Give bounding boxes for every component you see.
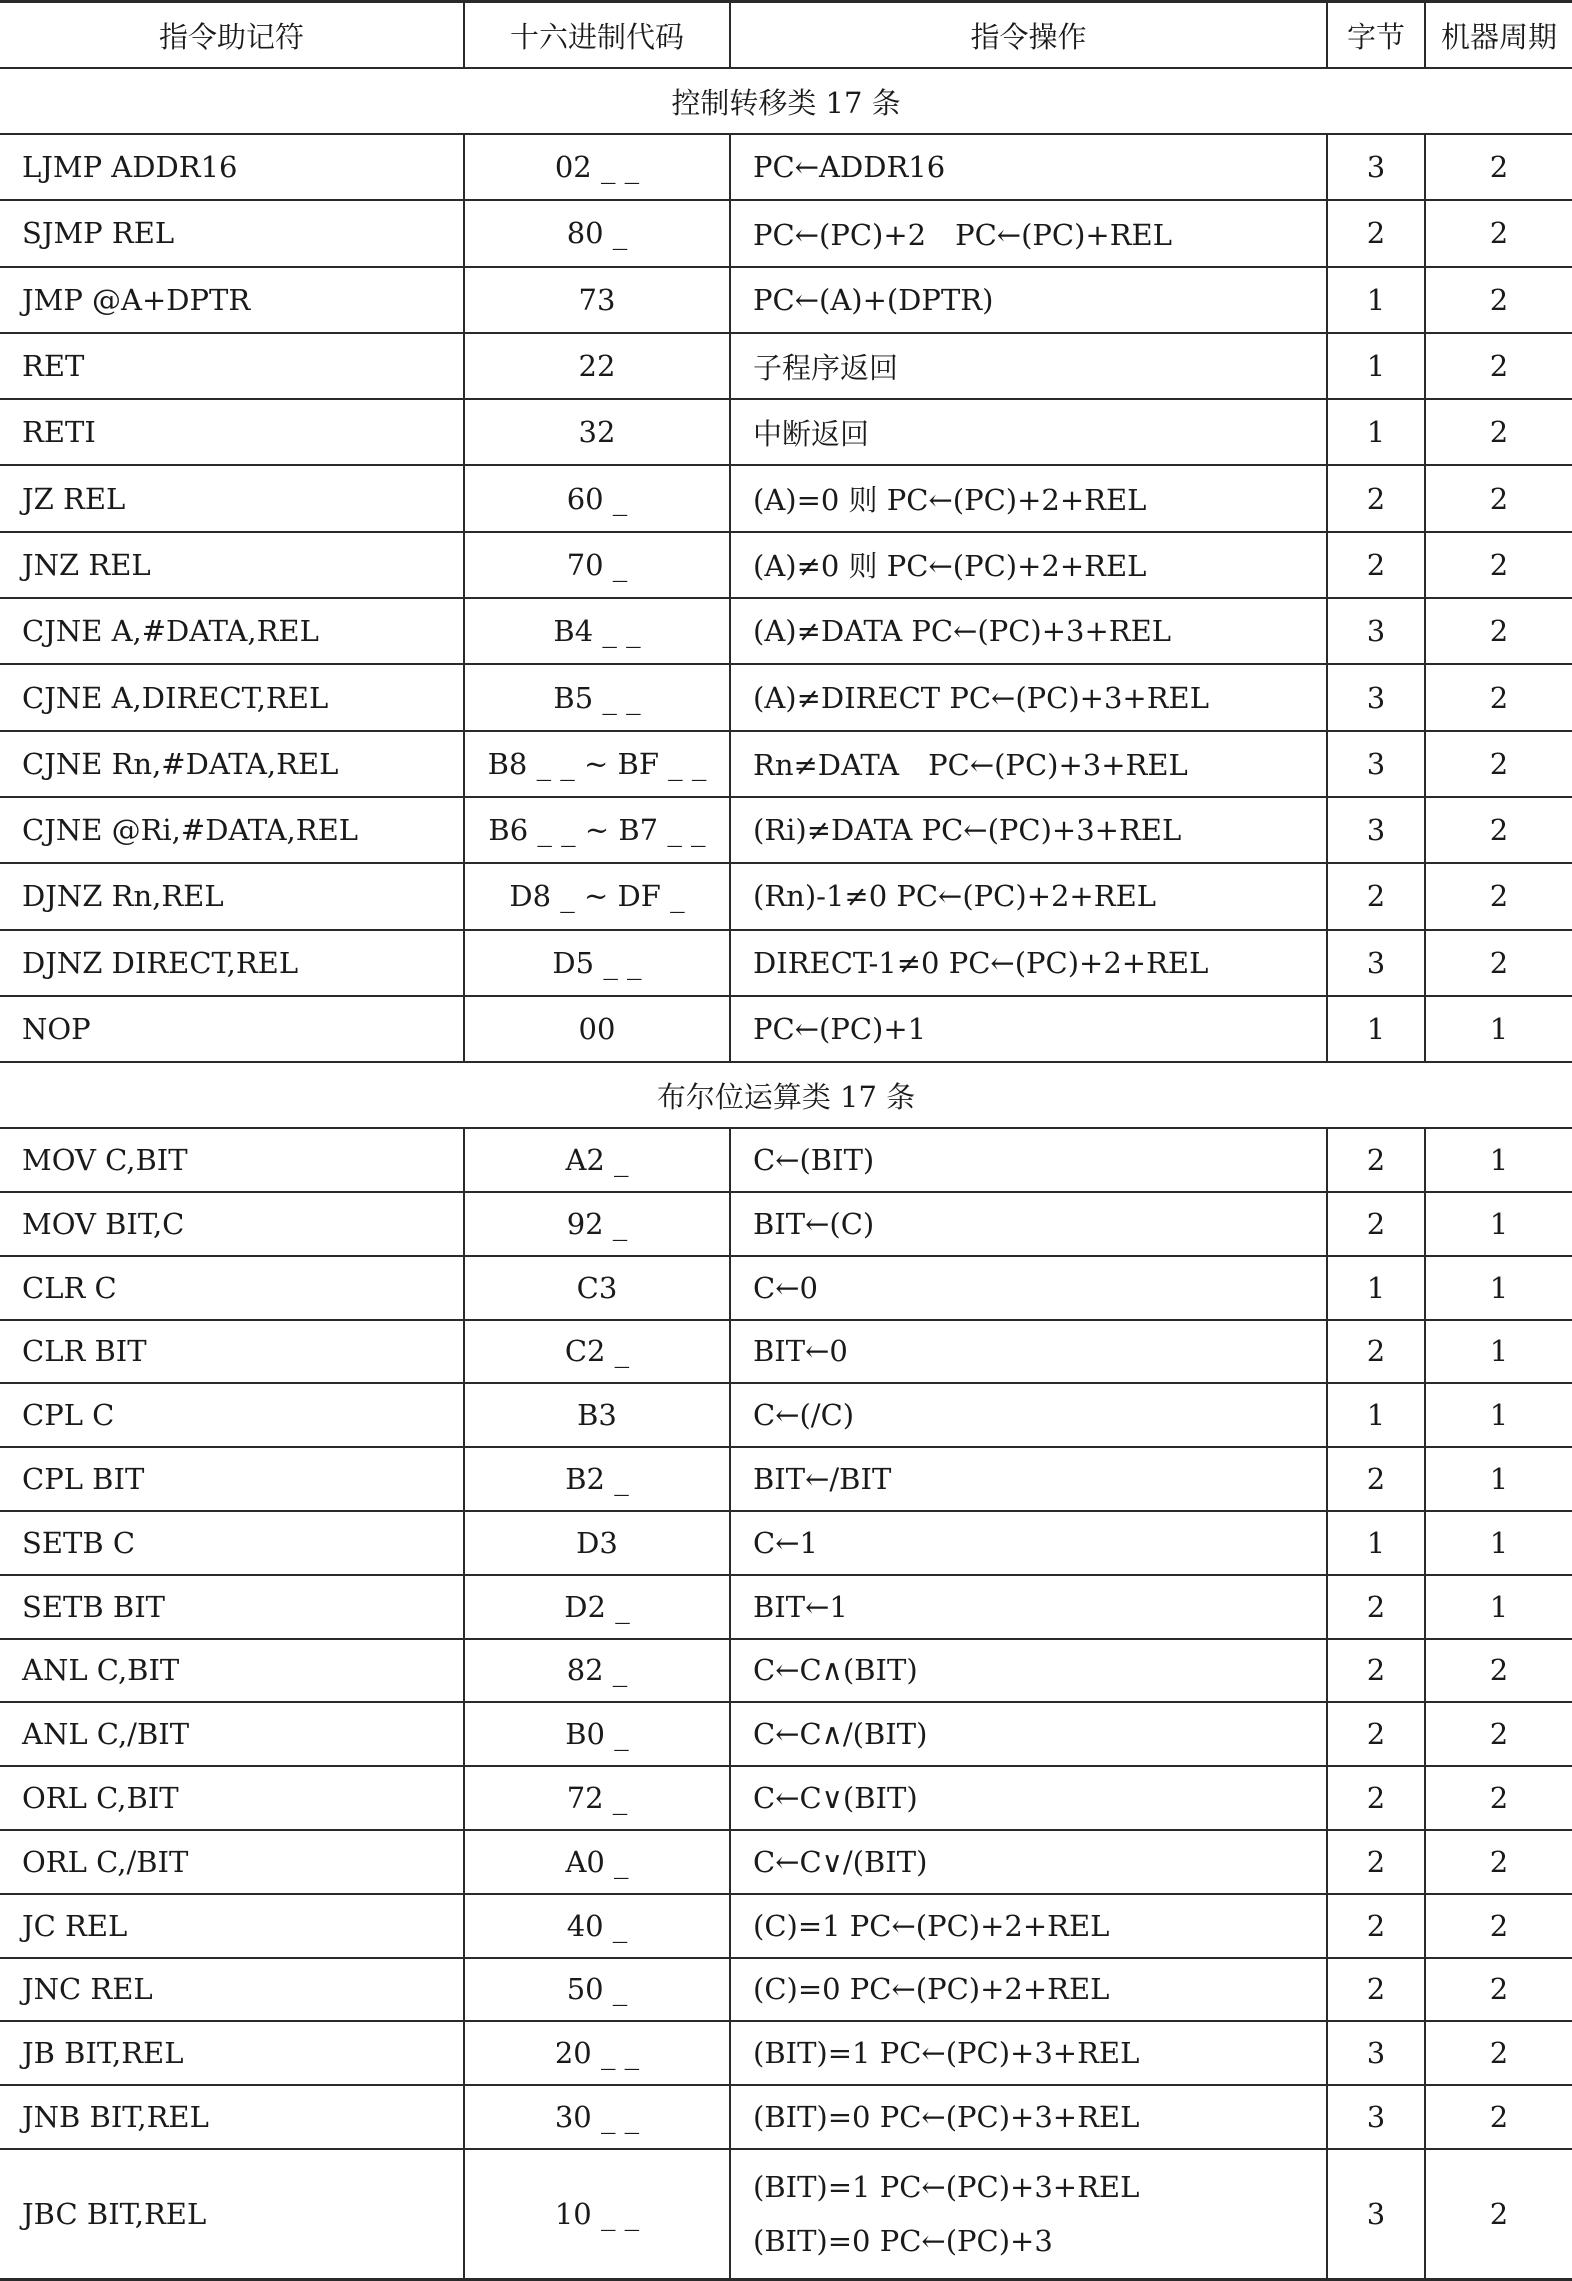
hex-code-cell: 92 _ <box>464 1192 730 1256</box>
section-row <box>0 68 1572 134</box>
machine-cycles-cell: 2 <box>1425 267 1572 333</box>
operation-cell <box>730 333 1327 399</box>
table-row <box>0 1958 1572 2022</box>
header-operation: 指令操作 <box>730 2 1327 69</box>
operation-text: 子程序返回 <box>753 350 899 385</box>
machine-cycles-cell: 2 <box>1425 134 1572 200</box>
machine-cycles-cell: 1 <box>1425 1192 1572 1256</box>
operation-text: (BIT)=0 PC←(PC)+3 <box>753 2223 1053 2258</box>
machine-cycles-cell: 2 <box>1425 399 1572 465</box>
table-row <box>0 200 1572 266</box>
machine-cycles-cell: 2 <box>1425 1958 1572 2022</box>
hex-code-cell: 10 _ _ <box>464 2149 730 2280</box>
table-row <box>0 1766 1572 1830</box>
hex-code-cell: A2 _ <box>464 1128 730 1192</box>
operation-cell <box>730 664 1327 730</box>
operation-text: PC←(A)+(DPTR) <box>753 282 994 317</box>
bytes-cell: 1 <box>1327 333 1425 399</box>
mnemonic-cell: ANL C,BIT <box>0 1639 464 1703</box>
table-row <box>0 1702 1572 1766</box>
table-row <box>0 1128 1572 1192</box>
bytes-cell: 2 <box>1327 1128 1425 1192</box>
machine-cycles-cell: 2 <box>1425 1894 1572 1958</box>
hex-code-cell: A0 _ <box>464 1830 730 1894</box>
mnemonic-cell: JZ REL <box>0 465 464 531</box>
hex-code-cell: 22 <box>464 333 730 399</box>
bytes-cell: 1 <box>1327 1511 1425 1575</box>
table-row <box>0 930 1572 996</box>
mnemonic-cell: DJNZ DIRECT,REL <box>0 930 464 996</box>
mnemonic-cell: ORL C,/BIT <box>0 1830 464 1894</box>
mnemonic-cell: JNB BIT,REL <box>0 2085 464 2149</box>
operation-cell <box>730 1320 1327 1384</box>
mnemonic-cell: SETB C <box>0 1511 464 1575</box>
operation-text: (A)≠DATA PC←(PC)+3+REL <box>753 614 1172 649</box>
table-row <box>0 1575 1572 1639</box>
section-title: 控制转移类 17 条 <box>0 68 1572 134</box>
operation-cell <box>730 200 1327 266</box>
operation-cell <box>730 598 1327 664</box>
machine-cycles-cell: 1 <box>1425 1256 1572 1320</box>
operation-cell <box>730 1383 1327 1447</box>
hex-code-cell: 40 _ <box>464 1894 730 1958</box>
operation-text: (Rn)-1≠0 PC←(PC)+2+REL <box>753 879 1156 914</box>
machine-cycles-cell: 2 <box>1425 930 1572 996</box>
operation-text: (BIT)=1 PC←(PC)+3+REL <box>753 2036 1140 2071</box>
operation-text: C←(/C) <box>753 1398 855 1433</box>
operation-cell <box>730 731 1327 797</box>
table-body <box>0 68 1572 2279</box>
hex-code-cell: D5 _ _ <box>464 930 730 996</box>
machine-cycles-cell: 2 <box>1425 1766 1572 1830</box>
table-row <box>0 399 1572 465</box>
operation-cell <box>730 1128 1327 1192</box>
table-row <box>0 996 1572 1062</box>
mnemonic-cell: JNZ REL <box>0 532 464 598</box>
hex-code-cell: 80 _ <box>464 200 730 266</box>
mnemonic-cell: CJNE A,DIRECT,REL <box>0 664 464 730</box>
operation-text: (C)=0 PC←(PC)+2+REL <box>753 1972 1110 2007</box>
hex-code-cell: 70 _ <box>464 532 730 598</box>
mnemonic-cell: CJNE Rn,#DATA,REL <box>0 731 464 797</box>
mnemonic-cell: JB BIT,REL <box>0 2021 464 2085</box>
bytes-cell: 1 <box>1327 1383 1425 1447</box>
operation-text: (A)=0 则 PC←(PC)+2+REL <box>753 483 1147 518</box>
header-machine-cycles: 机器周期 <box>1425 2 1572 69</box>
mnemonic-cell: CPL BIT <box>0 1447 464 1511</box>
operation-cell <box>730 1830 1327 1894</box>
hex-code-cell: B5 _ _ <box>464 664 730 730</box>
bytes-cell: 2 <box>1327 1575 1425 1639</box>
table-row <box>0 1256 1572 1320</box>
operation-text: C←C∧(BIT) <box>753 1653 918 1688</box>
bytes-cell: 1 <box>1327 1256 1425 1320</box>
hex-code-cell: 02 _ _ <box>464 134 730 200</box>
operation-cell <box>730 2085 1327 2149</box>
machine-cycles-cell: 2 <box>1425 1830 1572 1894</box>
operation-text: PC←(PC)+1 <box>753 1012 927 1046</box>
hex-code-cell: 32 <box>464 399 730 465</box>
bytes-cell: 2 <box>1327 200 1425 266</box>
table-row <box>0 532 1572 598</box>
mnemonic-cell: CPL C <box>0 1383 464 1447</box>
section-title: 布尔位运算类 17 条 <box>0 1062 1572 1128</box>
machine-cycles-cell: 2 <box>1425 200 1572 266</box>
hex-code-cell: 82 _ <box>464 1639 730 1703</box>
header-mnemonic: 指令助记符 <box>0 2 464 69</box>
operation-text: (A)≠DIRECT PC←(PC)+3+REL <box>753 680 1209 715</box>
table-row <box>0 731 1572 797</box>
hex-code-cell: B8 _ _ ~ BF _ _ <box>464 731 730 797</box>
section-row <box>0 1062 1572 1128</box>
hex-code-cell: C2 _ <box>464 1320 730 1384</box>
mnemonic-cell: RETI <box>0 399 464 465</box>
machine-cycles-cell: 2 <box>1425 532 1572 598</box>
table-row <box>0 1320 1572 1384</box>
mnemonic-cell: SETB BIT <box>0 1575 464 1639</box>
operation-cell <box>730 1575 1327 1639</box>
table-row <box>0 1511 1572 1575</box>
table-row <box>0 797 1572 863</box>
header-hex-code: 十六进制代码 <box>464 2 730 69</box>
bytes-cell: 2 <box>1327 1702 1425 1766</box>
hex-code-cell: 00 <box>464 996 730 1062</box>
operation-text: C←C∨(BIT) <box>753 1781 918 1816</box>
mnemonic-cell: CLR BIT <box>0 1320 464 1384</box>
bytes-cell: 2 <box>1327 1320 1425 1384</box>
operation-text: C←1 <box>753 1525 818 1560</box>
operation-cell <box>730 465 1327 531</box>
bytes-cell: 2 <box>1327 1766 1425 1830</box>
operation-text: C←C∨/(BIT) <box>753 1844 928 1879</box>
mnemonic-cell: MOV C,BIT <box>0 1128 464 1192</box>
operation-cell <box>730 1511 1327 1575</box>
operation-cell <box>730 1639 1327 1703</box>
bytes-cell: 1 <box>1327 996 1425 1062</box>
machine-cycles-cell: 2 <box>1425 2021 1572 2085</box>
table-row <box>0 333 1572 399</box>
mnemonic-cell: ORL C,BIT <box>0 1766 464 1830</box>
mnemonic-cell: RET <box>0 333 464 399</box>
mnemonic-cell: CLR C <box>0 1256 464 1320</box>
mnemonic-cell: JBC BIT,REL <box>0 2149 464 2280</box>
operation-text: PC←(PC)+2 PC←(PC)+REL <box>753 217 1172 252</box>
table-row <box>0 2149 1572 2280</box>
operation-cell <box>730 2021 1327 2085</box>
machine-cycles-cell: 2 <box>1425 2149 1572 2280</box>
machine-cycles-cell: 2 <box>1425 664 1572 730</box>
operation-text: BIT←0 <box>753 1334 848 1369</box>
operation-text: (C)=1 PC←(PC)+2+REL <box>753 1908 1110 1943</box>
operation-text: C←0 <box>753 1270 818 1305</box>
operation-text: (BIT)=1 PC←(PC)+3+REL <box>753 2169 1140 2204</box>
hex-code-cell: 30 _ _ <box>464 2085 730 2149</box>
bytes-cell: 3 <box>1327 598 1425 664</box>
machine-cycles-cell: 2 <box>1425 1639 1572 1703</box>
bytes-cell: 2 <box>1327 1192 1425 1256</box>
operation-text: (A)≠0 则 PC←(PC)+2+REL <box>753 549 1147 584</box>
hex-code-cell: B0 _ <box>464 1702 730 1766</box>
mnemonic-cell: MOV BIT,C <box>0 1192 464 1256</box>
hex-code-cell: B2 _ <box>464 1447 730 1511</box>
table-row <box>0 1894 1572 1958</box>
table-row <box>0 1830 1572 1894</box>
table-row <box>0 1639 1572 1703</box>
operation-text: BIT←1 <box>753 1589 848 1624</box>
hex-code-cell: D8 _ ~ DF _ <box>464 863 730 929</box>
bytes-cell: 3 <box>1327 797 1425 863</box>
table-row <box>0 2021 1572 2085</box>
hex-code-cell: C3 <box>464 1256 730 1320</box>
operation-text: 中断返回 <box>753 416 870 451</box>
operation-text: (Ri)≠DATA PC←(PC)+3+REL <box>753 813 1182 848</box>
table-row <box>0 2085 1572 2149</box>
operation-cell <box>730 797 1327 863</box>
bytes-cell: 1 <box>1327 399 1425 465</box>
bytes-cell: 2 <box>1327 1958 1425 2022</box>
mnemonic-cell: CJNE @Ri,#DATA,REL <box>0 797 464 863</box>
header-bytes: 字节 <box>1327 2 1425 69</box>
bytes-cell: 3 <box>1327 2149 1425 2280</box>
table-row <box>0 1192 1572 1256</box>
table-row <box>0 134 1572 200</box>
machine-cycles-cell: 1 <box>1425 1383 1572 1447</box>
bytes-cell: 2 <box>1327 465 1425 531</box>
mnemonic-cell: JMP @A+DPTR <box>0 267 464 333</box>
bytes-cell: 3 <box>1327 2085 1425 2149</box>
bytes-cell: 3 <box>1327 134 1425 200</box>
table-row <box>0 1383 1572 1447</box>
operation-cell <box>730 1702 1327 1766</box>
operation-text: DIRECT-1≠0 PC←(PC)+2+REL <box>753 945 1209 980</box>
operation-cell <box>730 1447 1327 1511</box>
operation-cell <box>730 399 1327 465</box>
mnemonic-cell: ANL C,/BIT <box>0 1702 464 1766</box>
operation-text: (BIT)=0 PC←(PC)+3+REL <box>753 2100 1140 2134</box>
operation-cell <box>730 134 1327 200</box>
operation-cell <box>730 532 1327 598</box>
operation-cell <box>730 267 1327 333</box>
operation-text: Rn≠DATA PC←(PC)+3+REL <box>753 748 1188 783</box>
hex-code-cell: B4 _ _ <box>464 598 730 664</box>
operation-text: C←(BIT) <box>753 1143 875 1178</box>
machine-cycles-cell: 2 <box>1425 2085 1572 2149</box>
operation-cell <box>730 1766 1327 1830</box>
machine-cycles-cell: 2 <box>1425 465 1572 531</box>
operation-cell <box>730 1894 1327 1958</box>
mnemonic-cell: LJMP ADDR16 <box>0 134 464 200</box>
mnemonic-cell: CJNE A,#DATA,REL <box>0 598 464 664</box>
machine-cycles-cell: 2 <box>1425 797 1572 863</box>
machine-cycles-cell: 1 <box>1425 1511 1572 1575</box>
machine-cycles-cell: 1 <box>1425 1320 1572 1384</box>
bytes-cell: 2 <box>1327 532 1425 598</box>
operation-text: BIT←(C) <box>753 1206 875 1241</box>
mnemonic-cell: JNC REL <box>0 1958 464 2022</box>
bytes-cell: 2 <box>1327 1639 1425 1703</box>
operation-cell <box>730 1192 1327 1256</box>
operation-cell <box>730 1256 1327 1320</box>
operation-text: BIT←/BIT <box>753 1462 892 1497</box>
mnemonic-cell: SJMP REL <box>0 200 464 266</box>
operation-text: PC←ADDR16 <box>753 150 946 185</box>
bytes-cell: 2 <box>1327 1830 1425 1894</box>
operation-cell <box>730 930 1327 996</box>
machine-cycles-cell: 1 <box>1425 1128 1572 1192</box>
hex-code-cell: 50 _ <box>464 1958 730 2022</box>
hex-code-cell: D3 <box>464 1511 730 1575</box>
operation-cell <box>730 2149 1327 2280</box>
hex-code-cell: B6 _ _ ~ B7 _ _ <box>464 797 730 863</box>
table-row <box>0 465 1572 531</box>
mnemonic-cell: JC REL <box>0 1894 464 1958</box>
operation-text: C←C∧/(BIT) <box>753 1717 928 1752</box>
hex-code-cell: 20 _ _ <box>464 2021 730 2085</box>
bytes-cell: 3 <box>1327 2021 1425 2085</box>
mnemonic-cell: NOP <box>0 996 464 1062</box>
bytes-cell: 1 <box>1327 267 1425 333</box>
machine-cycles-cell: 2 <box>1425 598 1572 664</box>
hex-code-cell: D2 _ <box>464 1575 730 1639</box>
table-row <box>0 267 1572 333</box>
machine-cycles-cell: 2 <box>1425 863 1572 929</box>
bytes-cell: 3 <box>1327 731 1425 797</box>
hex-code-cell: 73 <box>464 267 730 333</box>
operation-cell <box>730 863 1327 929</box>
bytes-cell: 2 <box>1327 1447 1425 1511</box>
hex-code-cell: 60 _ <box>464 465 730 531</box>
bytes-cell: 2 <box>1327 1894 1425 1958</box>
table-row <box>0 1447 1572 1511</box>
bytes-cell: 3 <box>1327 930 1425 996</box>
machine-cycles-cell: 2 <box>1425 333 1572 399</box>
machine-cycles-cell: 1 <box>1425 1575 1572 1639</box>
bytes-cell: 3 <box>1327 664 1425 730</box>
machine-cycles-cell: 1 <box>1425 996 1572 1062</box>
operation-cell <box>730 996 1327 1062</box>
table-row <box>0 664 1572 730</box>
hex-code-cell: B3 <box>464 1383 730 1447</box>
machine-cycles-cell: 2 <box>1425 1702 1572 1766</box>
table-row <box>0 598 1572 664</box>
operation-cell <box>730 1958 1327 2022</box>
hex-code-cell: 72 _ <box>464 1766 730 1830</box>
machine-cycles-cell: 1 <box>1425 1447 1572 1511</box>
machine-cycles-cell: 2 <box>1425 731 1572 797</box>
header-row <box>0 2 1572 69</box>
bytes-cell: 2 <box>1327 863 1425 929</box>
table-row <box>0 863 1572 929</box>
mnemonic-cell: DJNZ Rn,REL <box>0 863 464 929</box>
